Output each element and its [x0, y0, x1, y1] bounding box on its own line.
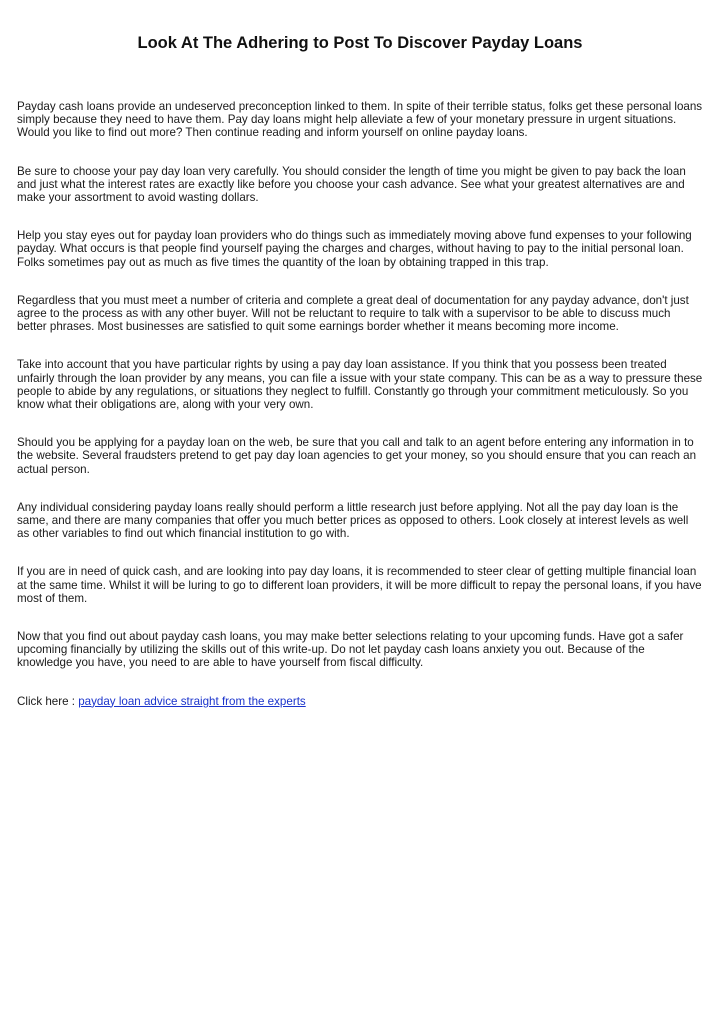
paragraph-2: Be sure to choose your pay day loan very carefully. You should consider the length of time you might be given to pay back the loan and just what the interest rates are exactly like before you choose your cash advance. See what your greatest alternatives are and make your assortment to avoid wasting dollars.: [17, 164, 686, 205]
click-here-line: [17, 695, 703, 708]
paragraph-4: Regardless that you must meet a number of criteria and complete a great deal of documentation for any payday advance, don't just agree to the process as with any other buyer. Will not be reluctant to require to talk with a supervisor to be able to discuss much better phrases. Most businesses are satisfied to quit some earnings border whether it means becoming more income.: [17, 293, 689, 334]
paragraph-6: Should you be applying for a payday loan on the web, be sure that you call and talk to an agent before entering any information in to the website. Several fraudsters pretend to get pay day loan agencies to get your money, so you should ensure that you can reach an actual person.: [17, 436, 697, 476]
paragraph-7: Any individual considering payday loans really should perform a little research just before applying. Not all the pay day loan is the same, and there are many companies that offer you much better prices as opposed to others. Look closely at interest levels as well as other variables to find out which financial institution to go with.: [17, 500, 689, 541]
paragraph-3: Help you stay eyes out for payday loan providers who do things such as immediately moving above fund expenses to your following payday. What occurs is that people find yourself paying the charges and charges, without having to pay to the initial personal loan. Folks sometimes pay out as much as five times the quantity of the loan by obtaining trapped in this trap.: [17, 229, 692, 269]
payday-loan-advice-link[interactable]: payday loan advice straight from the experts: [78, 694, 306, 708]
paragraph-8: If you are in need of quick cash, and are looking into pay day loans, it is recommended to steer clear of getting multiple financial loan at the same time. Whilst it will be luring to go to different loan providers, it will be more difficult to repay the personal loans, if you have most of them.: [17, 565, 702, 605]
paragraph-9: Now that you find out about payday cash loans, you may make better selections relating to your upcoming funds. Have got a safer upcoming financially by utilizing the skills out of this write-up. Do not let payday cash loans anxiety you out. Because of the knowledge you have, you need to are able to have yourself from fiscal difficulty.: [17, 630, 684, 670]
document-title: Look At The Adhering to Post To Discover Payday Loans: [137, 34, 583, 52]
document-body: [17, 100, 703, 708]
paragraph-1: Payday cash loans provide an undeserved preconception linked to them. In spite of their terrible status, folks get these personal loans simply because they need to have them. Pay day loans might help alleviate a few of your monetary pressure in urgent situations. Would you like to find out more? Then continue reading and inform yourself on online payday loans.: [17, 100, 703, 140]
click-here-prefix: Click here :: [17, 694, 79, 708]
paragraph-5: Take into account that you have particular rights by using a pay day loan assistance. If you think that you possess been treated unfairly through the loan provider by any means, you can file a issue with your state company. This can be as a way to pressure these people to abide by any regulations, or situations they neglect to fulfill. Constantly go through your commitment meticulously. So you know what their obligations are, along with your very own.: [17, 358, 703, 412]
